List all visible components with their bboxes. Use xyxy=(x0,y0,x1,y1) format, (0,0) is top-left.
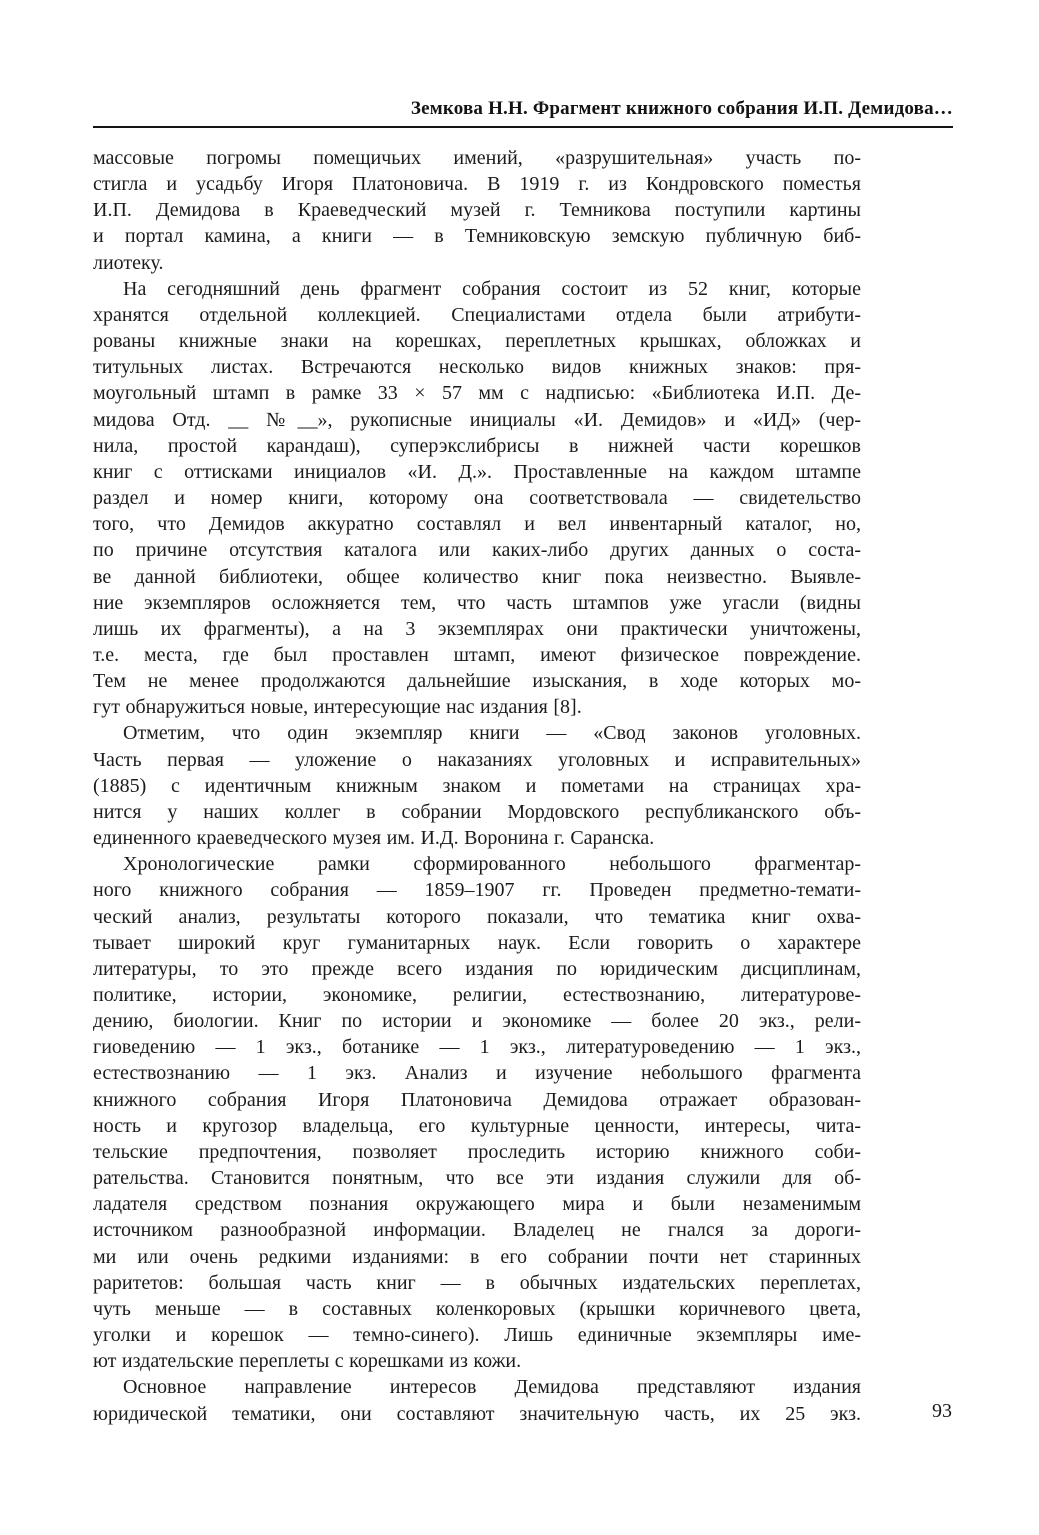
text-line: рательства. Становится понятным, что все эти издания служили для об- xyxy=(93,1167,861,1190)
text-line: лиотеку. xyxy=(93,251,164,274)
text-line: ческий анализ, результаты которого показали, что тематика книг охва- xyxy=(93,905,861,928)
text-line: по причине отсутствия каталога или каких-либо других данных о соста- xyxy=(93,539,861,562)
text-line: Тем не менее продолжаются дальнейшие изыскания, в ходе которых мо- xyxy=(93,670,861,693)
text-line: тельские предпочтения, позволяет проследить историю книжного соби- xyxy=(93,1140,861,1163)
text-line: того, что Демидов аккуратно составлял и вел инвентарный каталог, но, xyxy=(93,513,861,536)
text-line: ют издательские переплеты с корешками из кожи. xyxy=(93,1350,522,1373)
text-line: т.е. места, где был проставлен штамп, имеют физическое повреждение. xyxy=(93,643,861,666)
text-line: титульных листах. Встречаются несколько видов книжных знаков: пря- xyxy=(93,356,861,379)
text-line: литературы, то это прежде всего издания по юридическим дисциплинам, xyxy=(93,957,861,980)
text-line: раздел и номер книги, которому она соответствовала — свидетельство xyxy=(93,487,861,510)
text-line: книг с оттисками инициалов «И. Д.». Проставленные на каждом штампе xyxy=(93,460,861,483)
text-line: тывает широкий круг гуманитарных наук. Если говорить о характере xyxy=(93,931,861,954)
paragraph xyxy=(93,276,861,721)
text-line: хранятся отдельной коллекцией. Специалистами отдела были атрибути- xyxy=(93,303,861,326)
page-number: 93 xyxy=(932,1400,952,1422)
text-line: И.П. Демидова в Краеведческий музей г. Темникова поступили картины xyxy=(93,199,861,222)
text-line: раритетов: большая часть книг — в обычных издательских переплетах, xyxy=(93,1271,861,1294)
text-line: Хронологические рамки сформированного небольшого фрагментар- xyxy=(123,853,861,876)
paragraph xyxy=(93,145,861,276)
text-line: источником разнообразной информации. Владелец не гнался за дороги- xyxy=(93,1219,861,1242)
paragraph xyxy=(93,1374,861,1426)
text-line: ми или очень редкими изданиями: в его собрании почти нет старинных xyxy=(93,1245,861,1268)
text-line: массовые погромы помещичьих имений, «разрушительная» участь по- xyxy=(93,147,861,169)
paragraph xyxy=(93,851,861,1374)
text-column xyxy=(93,145,861,1427)
text-line: единенного краеведческого музея им. И.Д. Воронина г. Саранска. xyxy=(93,827,655,850)
text-line: естествознанию — 1 экз. Анализ и изучение небольшого фрагмента xyxy=(93,1062,861,1085)
content-area xyxy=(93,98,953,1427)
text-line: и портал камина, а книги — в Темниковскую земскую публичную биб- xyxy=(93,225,861,248)
text-line: уголки и корешок — темно-синего). Лишь единичные экземпляры име- xyxy=(93,1324,861,1347)
text-line: Отметим, что один экземпляр книги — «Свод законов уголовных. xyxy=(123,722,861,745)
text-line: чуть меньше — в составных коленкоровых (крышки коричневого цвета, xyxy=(93,1297,861,1320)
text-line: гут обнаружиться новые, интересующие нас издания [8]. xyxy=(93,696,582,719)
text-line: моугольный штамп в рамке 33 × 57 мм с надписью: «Библиотека И.П. Де- xyxy=(93,382,861,405)
text-line: гиоведению — 1 экз., ботанике — 1 экз., литературоведению — 1 экз., xyxy=(93,1036,861,1059)
text-line: ве данной библиотеки, общее количество книг пока неизвестно. Выявле- xyxy=(93,565,861,588)
text-line: дению, биологии. Книг по истории и экономике — более 20 экз., рели- xyxy=(93,1010,861,1033)
text-line: Основное направление интересов Демидова представляют издания xyxy=(123,1376,861,1399)
text-line: На сегодняшний день фрагмент собрания состоит из 52 книг, которые xyxy=(123,277,861,300)
running-header: Земкова Н.Н. Фрагмент книжного собрания И.П. Демидова… xyxy=(93,98,953,128)
text-line: стигла и усадьбу Игоря Платоновича. В 1919 г. из Кондровского поместья xyxy=(93,173,861,196)
text-line: (1885) с идентичным книжным знаком и пометами на страницах хра- xyxy=(93,774,861,797)
text-line: рованы книжные знаки на корешках, переплетных крышках, обложках и xyxy=(93,330,861,353)
text-line: ние экземпляров осложняется тем, что часть штампов уже угасли (видны xyxy=(93,591,861,614)
text-line: мидова Отд. __ №__», рукописные инициалы «И. Демидов» и «ИД» (чер- xyxy=(93,408,861,431)
text-line: нила, простой карандаш), суперэкслибрисы в нижней части корешков xyxy=(93,434,861,457)
paragraph xyxy=(93,720,861,851)
text-line: нится у наших коллег в собрании Мордовского республиканского объ- xyxy=(93,800,861,823)
text-line: ладателя средством познания окружающего мира и были незаменимым xyxy=(93,1193,861,1216)
text-line: юридической тематики, они составляют значительную часть, их 25 экз. xyxy=(93,1402,861,1425)
text-line: ность и кругозор владельца, его культурные ценности, интересы, чита- xyxy=(93,1114,861,1137)
text-line: ного книжного собрания — 1859–1907 гг. Проведен предметно-темати- xyxy=(93,879,861,902)
text-line: лишь их фрагменты), а на 3 экземплярах они практически уничтожены, xyxy=(93,617,861,640)
text-line: политике, истории, экономике, религии, естествознанию, литературове- xyxy=(93,984,861,1006)
text-line: Часть первая — уложение о наказаниях уголовных и исправительных» xyxy=(93,748,861,771)
text-line: книжного собрания Игоря Платоновича Демидова отражает образован- xyxy=(93,1088,861,1111)
